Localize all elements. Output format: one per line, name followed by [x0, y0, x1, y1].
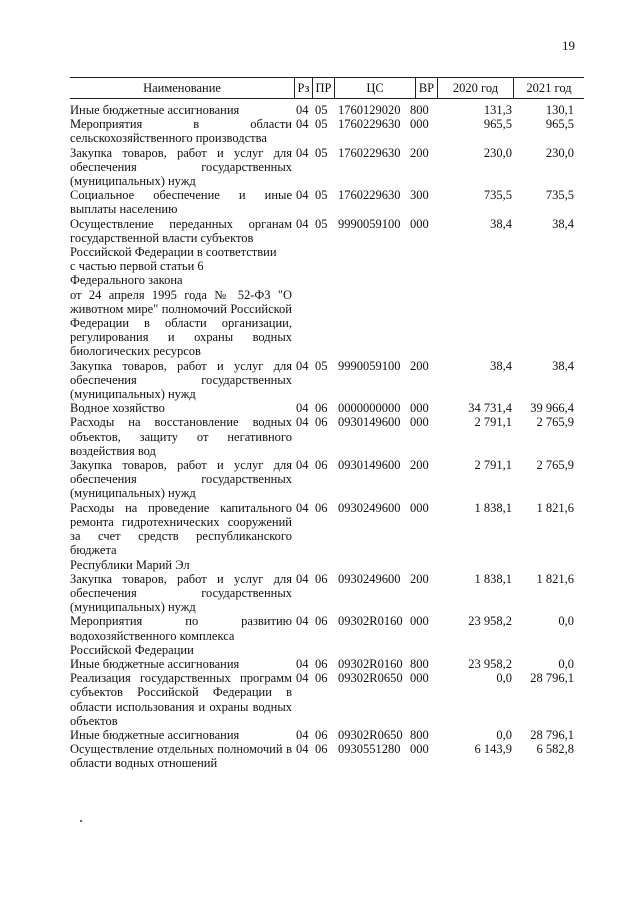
row-name [70, 401, 292, 415]
budget-table [70, 103, 584, 771]
row-2021: 735,5 [545, 188, 574, 203]
row-name [70, 359, 292, 402]
row-vr: 200 [410, 358, 429, 373]
table-header [70, 77, 584, 99]
row-pr: 06 [315, 742, 328, 757]
header-pr: ПР [312, 78, 334, 98]
row-2021: 6 582,8 [536, 742, 574, 757]
row-rz: 04 [296, 103, 309, 117]
row-cs: 09302R0160 [338, 614, 403, 629]
table-row [70, 415, 584, 458]
row-2021: 28 796,1 [530, 671, 574, 686]
row-vr: 800 [410, 103, 429, 117]
row-2021: 230,0 [545, 145, 574, 160]
row-cs: 1760229630 [338, 188, 401, 203]
row-cs: 1760229630 [338, 117, 401, 132]
row-vr: 800 [410, 656, 429, 671]
row-name-line: Иные бюджетные ассигнования [70, 656, 240, 671]
row-cs: 0000000000 [338, 401, 401, 416]
row-name-line: Закупка товаров, работ и услуг для обеспечения государственных (муниципальных) нужд [70, 145, 292, 189]
table-row [70, 742, 584, 770]
row-cs: 9990059100 [338, 358, 401, 373]
row-vr: 200 [410, 145, 429, 160]
row-name-line: Мероприятия в области сельскохозяйственного производства [70, 117, 292, 146]
row-rz: 04 [296, 415, 309, 430]
row-2021: 0,0 [558, 614, 574, 629]
row-name [70, 415, 292, 458]
row-vr: 000 [410, 415, 429, 430]
row-name-line: Иные бюджетные ассигнования [70, 727, 240, 742]
row-pr: 06 [315, 614, 328, 629]
row-2020: 2 791,1 [474, 415, 512, 430]
row-vr: 000 [410, 117, 429, 132]
row-name-line: Иные бюджетные ассигнования [70, 103, 240, 117]
row-2020: 38,4 [490, 216, 512, 231]
table-row [70, 614, 584, 657]
row-pr: 05 [315, 188, 328, 203]
row-name [70, 458, 292, 501]
row-cs: 0930149600 [338, 415, 401, 430]
scan-speck [80, 820, 82, 822]
row-name-line: Осуществление переданных органам государственной власти субъектов [70, 216, 292, 245]
row-pr: 06 [315, 401, 328, 416]
row-vr: 000 [410, 671, 429, 686]
row-vr: 800 [410, 727, 429, 742]
table-row [70, 146, 584, 189]
row-2021: 38,4 [552, 358, 574, 373]
row-2020: 38,4 [490, 358, 512, 373]
row-pr: 06 [315, 656, 328, 671]
row-2021: 130,1 [545, 103, 574, 117]
row-pr: 06 [315, 727, 328, 742]
row-2021: 38,4 [552, 216, 574, 231]
row-name-line: с частью первой статьи 6 [70, 259, 204, 274]
row-rz: 04 [296, 727, 309, 742]
header-rz: Рз [294, 78, 312, 98]
row-2020: 23 958,2 [468, 614, 512, 629]
row-rz: 04 [296, 216, 309, 231]
row-name [70, 614, 292, 657]
row-rz: 04 [296, 401, 309, 416]
row-2021: 965,5 [545, 117, 574, 132]
row-name-line: Социальное обеспечение и иные выплаты населению [70, 188, 292, 217]
table-row [70, 217, 584, 359]
row-2020: 23 958,2 [468, 656, 512, 671]
row-name [70, 657, 292, 671]
row-name [70, 671, 292, 728]
row-pr: 05 [315, 216, 328, 231]
row-pr: 05 [315, 358, 328, 373]
header-cs: ЦС [334, 78, 415, 98]
row-cs: 09302R0650 [338, 671, 403, 686]
row-cs: 0930551280 [338, 742, 401, 757]
row-2021: 2 765,9 [536, 415, 574, 430]
table-row [70, 671, 584, 728]
row-2021: 0,0 [558, 656, 574, 671]
row-rz: 04 [296, 500, 309, 515]
row-name [70, 742, 292, 770]
page-number: 19 [562, 38, 575, 53]
table-row [70, 728, 584, 742]
row-name [70, 146, 292, 189]
row-cs: 1760229630 [338, 145, 401, 160]
row-rz: 04 [296, 358, 309, 373]
row-cs: 1760129020 [338, 103, 401, 117]
row-pr: 06 [315, 415, 328, 430]
row-vr: 200 [410, 458, 429, 473]
row-vr: 200 [410, 571, 429, 586]
table-row [70, 359, 584, 402]
table-row [70, 103, 584, 117]
row-name-line: Водное хозяйство [70, 401, 165, 416]
row-2021: 1 821,6 [536, 500, 574, 515]
row-2020: 0,0 [496, 727, 512, 742]
row-2020: 965,5 [483, 117, 512, 132]
row-name [70, 117, 292, 145]
table-row [70, 188, 584, 216]
row-cs: 0930249600 [338, 500, 401, 515]
header-2020: 2020 год [437, 78, 513, 98]
row-vr: 000 [410, 614, 429, 629]
row-name-line: от 24 апреля 1995 года № 52-ФЗ "О животном мире" полномочий Российской Федерации в области организации, регулирования и охраны водных биологических ресурсов [70, 287, 292, 359]
row-name [70, 103, 292, 117]
row-name [70, 572, 292, 615]
header-vr: ВР [415, 78, 437, 98]
row-name-line: Осуществление отдельных полномочий в области водных отношений [70, 742, 292, 771]
header-name: Наименование [143, 81, 221, 95]
row-pr: 06 [315, 571, 328, 586]
row-name-line: Расходы на проведение капитального ремонта гидротехнических сооружений за счет средств республиканского бюджета [70, 500, 292, 558]
row-2020: 735,5 [483, 188, 512, 203]
table-row [70, 501, 584, 572]
row-name-line: Расходы на восстановление водных объектов, защиту от негативного воздействия вод [70, 415, 292, 458]
row-2021: 28 796,1 [530, 727, 574, 742]
row-rz: 04 [296, 117, 309, 132]
row-vr: 000 [410, 216, 429, 231]
row-cs: 9990059100 [338, 216, 401, 231]
row-name [70, 188, 292, 216]
row-2020: 6 143,9 [474, 742, 512, 757]
row-2020: 2 791,1 [474, 458, 512, 473]
row-vr: 000 [410, 742, 429, 757]
row-rz: 04 [296, 145, 309, 160]
row-pr: 05 [315, 145, 328, 160]
row-rz: 04 [296, 458, 309, 473]
row-name-line: Закупка товаров, работ и услуг для обеспечения государственных (муниципальных) нужд [70, 571, 292, 615]
row-name-line: Российской Федерации [70, 642, 194, 657]
table-row [70, 117, 584, 145]
row-rz: 04 [296, 188, 309, 203]
row-2021: 39 966,4 [530, 401, 574, 416]
table-row [70, 458, 584, 501]
row-cs: 09302R0160 [338, 656, 403, 671]
row-name-line: Реализация государственных программ субъектов Российской Федерации в области использования и охраны водных объектов [70, 671, 292, 728]
row-vr: 300 [410, 188, 429, 203]
row-cs: 0930149600 [338, 458, 401, 473]
row-name [70, 501, 292, 572]
header-2021: 2021 год [513, 78, 584, 98]
row-pr: 06 [315, 500, 328, 515]
row-2020: 0,0 [496, 671, 512, 686]
row-2021: 2 765,9 [536, 458, 574, 473]
row-rz: 04 [296, 671, 309, 686]
row-pr: 05 [315, 117, 328, 132]
row-2020: 34 731,4 [468, 401, 512, 416]
row-name-line: Республики Марий Эл [70, 557, 190, 572]
row-cs: 09302R0650 [338, 727, 403, 742]
table-row [70, 401, 584, 415]
row-name-line: Мероприятия по развитию водохозяйственного комплекса [70, 614, 292, 643]
table-row [70, 572, 584, 615]
row-2021: 1 821,6 [536, 571, 574, 586]
row-rz: 04 [296, 571, 309, 586]
row-rz: 04 [296, 614, 309, 629]
row-pr: 06 [315, 671, 328, 686]
row-pr: 06 [315, 458, 328, 473]
row-cs: 0930249600 [338, 571, 401, 586]
row-name-line: Российской Федерации в соответствии [70, 245, 277, 260]
row-vr: 000 [410, 500, 429, 515]
row-rz: 04 [296, 656, 309, 671]
row-2020: 1 838,1 [474, 500, 512, 515]
row-vr: 000 [410, 401, 429, 416]
row-name [70, 728, 292, 742]
row-rz: 04 [296, 742, 309, 757]
row-name-line: Закупка товаров, работ и услуг для обеспечения государственных (муниципальных) нужд [70, 358, 292, 402]
row-name-line: Федерального закона [70, 273, 183, 288]
row-name-line: Закупка товаров, работ и услуг для обеспечения государственных (муниципальных) нужд [70, 458, 292, 501]
row-name [70, 217, 292, 359]
row-2020: 1 838,1 [474, 571, 512, 586]
table-row [70, 657, 584, 671]
row-2020: 131,3 [483, 103, 512, 117]
row-pr: 05 [315, 103, 328, 117]
row-2020: 230,0 [483, 145, 512, 160]
